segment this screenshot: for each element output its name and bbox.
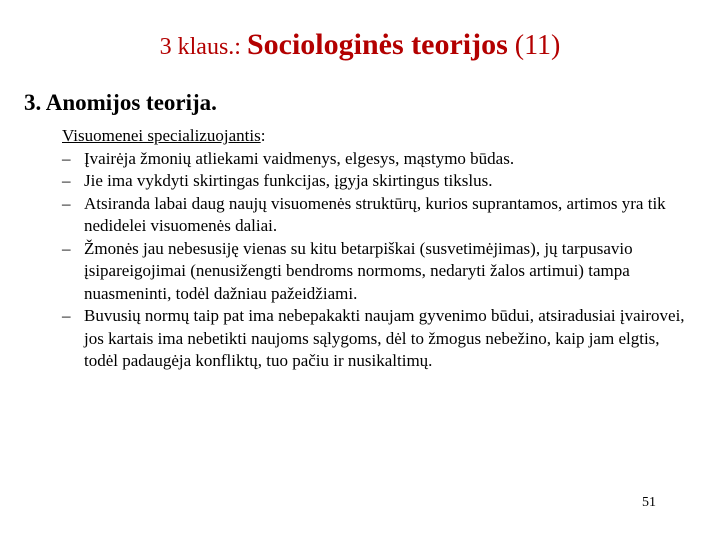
bullet-text: Jie ima vykdyti skirtingas funkcijas, įgyja skirtingus tikslus. (84, 171, 493, 190)
bullet-dash: – (62, 171, 71, 190)
bullet-text: Atsiranda labai daug naujų visuomenės struktūrų, kurios suprantamos, artimos yra tik nedidelei visuomenės daliai. (84, 193, 666, 235)
bullet-dash: – (62, 193, 71, 213)
bullet-item (62, 238, 692, 306)
bullet-text: Žmonės jau nebesusiję vienas su kitu betarpiškai (susvetimėjimas), jų tarpusavio įsipareigojimai (nenusižengti bendroms normoms, nedaryti žalos artimui) tampa nuasmeninti, todėl dažniau pažeidžiami. (84, 238, 633, 303)
title-main: Sociologinės teorijos (246, 28, 508, 61)
intro-line (62, 125, 692, 148)
bullet-dash: – (62, 238, 71, 258)
bullet-dash: – (62, 306, 71, 325)
bullet-text: Buvusių normų taip pat ima nebepakakti naujam gyvenimo būdui, atsiradusiai įvairovei, jos kartais ima nebetikti naujoms sąlygoms, dėl to žmogus nebežino, kaip jam elgtis, todėl padaugėja konfliktų, tuo pačiu ir nusikaltimų. (84, 306, 685, 370)
title-suffix: (11) (507, 30, 561, 61)
bullet-dash: – (62, 148, 71, 168)
title-prefix: 3 klaus.: (159, 34, 247, 60)
section-heading: 3. Anomijos teorija. (24, 90, 217, 115)
intro-text: Visuomenei specializuojantis (62, 126, 261, 145)
bullet-item (62, 148, 692, 171)
page-number: 51 (642, 495, 656, 510)
bullet-item (62, 305, 692, 373)
bullet-text: Įvairėja žmonių atliekami vaidmenys, elgesys, mąstymo būdas. (84, 148, 515, 168)
bullet-item (62, 170, 692, 193)
intro-colon: : (260, 126, 266, 145)
bullet-item (62, 193, 692, 238)
bullet-list (62, 148, 692, 373)
content-body (62, 125, 692, 373)
slide-title (0, 28, 720, 62)
